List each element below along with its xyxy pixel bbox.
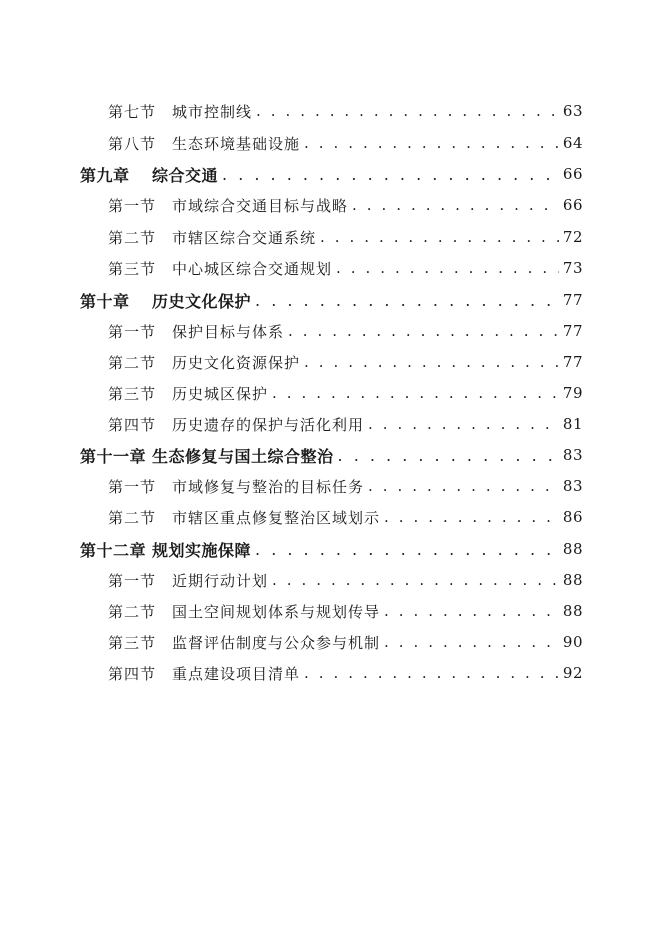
dot-leader [304,353,559,371]
dot-leader [222,165,559,184]
dot-leader [255,540,559,559]
toc-entry-title: 近期行动计划 [172,571,269,590]
toc-chapter-label: 第十章 [80,291,130,311]
toc-entry-title: 中心城区综合交通规划 [172,259,333,278]
toc-entry-label: 第四节 [108,664,157,683]
toc-entry[interactable] [108,412,583,436]
toc-entry-label: 第四节 [108,415,157,434]
toc-entry-page: 83 [562,477,583,495]
toc-entry-title: 市域综合交通目标与战略 [172,196,349,215]
dot-leader [320,228,559,246]
dot-leader [304,134,559,152]
toc-chapter-label: 第十二章 [80,540,147,560]
toc-chapter-entry[interactable] [80,537,583,561]
toc-entry-label: 第二节 [108,228,157,247]
toc-entry-title: 市辖区重点修复整治区域划示 [172,508,381,527]
toc-chapter-title: 历史文化保护 [152,291,252,311]
toc-entry-page: 81 [562,415,583,433]
dot-leader [288,322,559,340]
toc-entry-label: 第三节 [108,259,157,278]
toc-entry-label: 第三节 [108,384,157,403]
dot-leader [368,477,559,495]
toc-entry-title: 历史城区保护 [172,384,269,403]
toc-entry[interactable] [108,350,583,374]
dot-leader [304,664,559,682]
toc-chapter-page: 88 [562,540,583,558]
toc-entry-page: 88 [562,602,583,620]
toc-entry-label: 第二节 [108,353,157,372]
toc-entry-label: 第七节 [108,102,157,121]
toc-chapter-entry[interactable] [80,443,583,467]
toc-chapter-entry[interactable] [80,162,583,186]
toc-entry-page: 66 [562,196,583,214]
toc-chapter-page: 66 [562,165,583,183]
toc-entry-page: 79 [562,384,583,402]
dot-leader [352,196,559,214]
toc-entry-page: 92 [562,664,583,682]
toc-entry-page: 64 [562,134,583,152]
toc-entry-title: 城市控制线 [172,102,253,121]
toc-entry[interactable] [108,505,583,529]
toc-chapter-label: 第十一章 [80,446,147,466]
toc-entry-page: 73 [562,259,583,277]
toc-entry[interactable] [108,661,583,685]
toc-entry-label: 第三节 [108,633,157,652]
dot-leader [384,508,559,526]
toc-entry-title: 监督评估制度与公众参与机制 [172,633,381,652]
toc-chapter-title: 生态修复与国土综合整治 [152,446,334,466]
toc-entry[interactable] [108,319,583,343]
dot-leader [336,259,559,277]
toc-chapter-label: 第九章 [80,165,130,185]
toc-chapter-page: 83 [562,446,583,464]
toc-entry-label: 第一节 [108,477,157,496]
dot-leader [384,602,559,620]
toc-entry-title: 市域修复与整治的目标任务 [172,477,365,496]
toc-entry[interactable] [108,193,583,217]
toc-entry[interactable] [108,256,583,280]
toc-entry-page: 63 [562,102,583,120]
toc-entry-page: 77 [562,322,583,340]
toc-entry-label: 第二节 [108,508,157,527]
toc-entry[interactable] [108,568,583,592]
toc-chapter-page: 77 [562,291,583,309]
toc-chapter-entry[interactable] [80,288,583,312]
toc-entry-label: 第八节 [108,134,157,153]
toc-entry-title: 历史文化资源保护 [172,353,301,372]
toc-entry-label: 第一节 [108,571,157,590]
toc-entry-page: 86 [562,508,583,526]
dot-leader [272,384,559,402]
toc-entry-title: 市辖区综合交通系统 [172,228,317,247]
dot-leader [272,571,559,589]
toc-entry-title: 生态环境基础设施 [172,134,301,153]
toc-entry-page: 88 [562,571,583,589]
toc-entry-label: 第二节 [108,602,157,621]
toc-entry[interactable] [108,225,583,249]
toc-chapter-title: 综合交通 [152,165,219,185]
dot-leader [384,633,559,651]
dot-leader [368,415,559,433]
toc-entry-title: 国土空间规划体系与规划传导 [172,602,381,621]
dot-leader [256,102,559,120]
toc-entry[interactable] [108,131,583,155]
toc-entry-page: 90 [562,633,583,651]
toc-entry-page: 72 [562,228,583,246]
toc-entry-title: 保护目标与体系 [172,322,285,341]
dot-leader [255,291,559,310]
toc-chapter-title: 规划实施保障 [152,540,252,560]
toc-entry[interactable] [108,99,583,123]
dot-leader [338,446,559,465]
toc-entry[interactable] [108,381,583,405]
toc-entry[interactable] [108,599,583,623]
toc-entry[interactable] [108,474,583,498]
toc-entry-label: 第一节 [108,196,157,215]
toc-entry[interactable] [108,630,583,654]
toc-entry-title: 历史遗存的保护与活化利用 [172,415,365,434]
toc-entry-title: 重点建设项目清单 [172,664,301,683]
toc-entry-label: 第一节 [108,322,157,341]
toc-entry-page: 77 [562,353,583,371]
